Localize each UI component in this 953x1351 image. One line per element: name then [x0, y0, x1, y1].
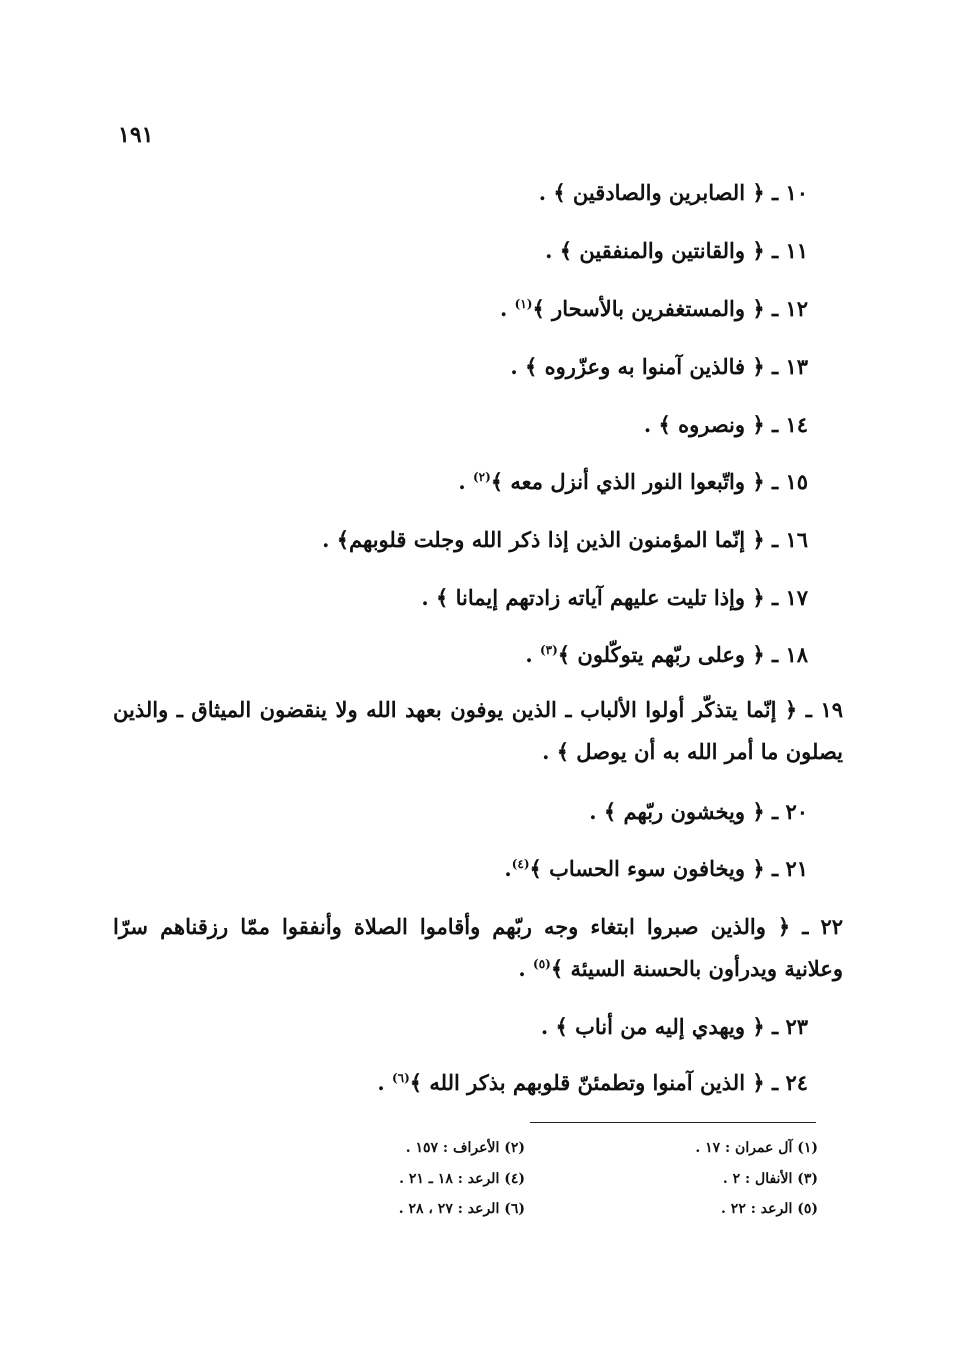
list-item: ١٠ ـ ﴿ الصابرين والصادقين ﴾ .: [538, 180, 808, 205]
list-item: ٢٠ ـ ﴿ ويخشون ربّهم ﴾ .: [589, 799, 808, 824]
item-text: ﴿ وعلى ربّهم يتوكّلون ﴾: [557, 642, 765, 667]
item-number: ١٧: [785, 585, 808, 610]
item-end: .: [545, 238, 560, 263]
item-number: ١٣: [785, 354, 808, 379]
item-number: ٢٠: [785, 799, 808, 824]
item-end: .: [510, 354, 526, 379]
item-number: ١٢: [785, 296, 808, 321]
list-item: ١٤ ـ ﴿ ونصروه ﴾ .: [643, 412, 808, 437]
item-text: ﴿ إنّما يتذكّر أولوا الألباب ـ الذين يوفون بعهد الله ولا ينقضون الميثاق ـ والذين يصلون ما أمر الله به أن يوصل ﴾: [113, 697, 843, 764]
list-item: ١٧ ـ ﴿ وإذا تليت عليهم آياته زادتهم إيمانا ﴾ .: [421, 585, 808, 610]
item-text: ﴿ ونصروه ﴾: [658, 412, 765, 437]
item-number: ١١: [785, 238, 808, 263]
item-number: ٢١: [785, 856, 808, 881]
item-end: .: [504, 856, 512, 881]
footnote-ref: (٣): [539, 643, 558, 657]
item-end: .: [540, 1014, 556, 1039]
item-number: ١٦: [785, 527, 808, 552]
footnote-ref: (٦): [391, 1071, 410, 1085]
item-text: ﴿ وإذا تليت عليهم آياته زادتهم إيمانا ﴾: [436, 585, 765, 610]
footnote-ref: (٢): [472, 470, 491, 484]
item-end: .: [643, 412, 659, 437]
item-text: ﴿ والقانتين والمنفقين ﴾: [559, 238, 765, 263]
item-number: ٢٣: [785, 1014, 808, 1039]
list-item: ١١ ـ ﴿ والقانتين والمنفقين ﴾ .: [545, 238, 808, 263]
item-end: .: [525, 642, 540, 667]
footnote: (٥) الرعد : ٢٢ .: [721, 1201, 818, 1217]
item-number: ١٩: [820, 697, 844, 722]
footnote: (٤) الرعد : ١٨ ـ ٢١ .: [399, 1171, 525, 1187]
item-text: ﴿ والمستغفرين بالأسحار ﴾: [532, 296, 765, 321]
footnote: (٣) الأنفال : ٢ .: [722, 1171, 818, 1187]
list-item: ١٢ ـ ﴿ والمستغفرين بالأسحار ﴾$^{(١)}$ .: [499, 296, 808, 321]
list-item: ٢٤ ـ ﴿ الذين آمنوا وتطمئنّ قلوبهم بذكر الله ﴾$^{(٦)}$ .: [377, 1070, 808, 1095]
item-end: .: [421, 585, 436, 610]
page-number: ١٩١: [118, 122, 154, 148]
item-end: .: [542, 739, 557, 764]
item-number: ١٠: [785, 180, 808, 205]
item-text: ﴿ ويهدي إليه من أناب ﴾: [555, 1014, 765, 1039]
item-end: .: [499, 296, 515, 321]
item-number: ٢٤: [785, 1070, 808, 1095]
list-item: ١٦ ـ ﴿ إنّما المؤمنون الذين إذا ذكر الله وجلت قلوبهم﴾ .: [322, 527, 808, 552]
list-item: ١٥ ـ ﴿ واتّبعوا النور الذي أنزل معه ﴾$^{(٢)}$ .: [458, 469, 808, 494]
list-item: ٢١ ـ ﴿ ويخافون سوء الحساب ﴾$^{(٤)}$.: [504, 856, 808, 881]
list-item: ٢٢ ـ ﴿ والذين صبروا ابتغاء وجه ربّهم وأقاموا الصلاة وأنفقوا ممّا رزقناهم سرّا وعلانية ويدرأون بالحسنة السيئة ﴾$^{(٥)}$ .: [113, 914, 843, 981]
item-text: ﴿ الصابرين والصادقين ﴾: [553, 180, 765, 205]
item-text: ﴿ ويخافون سوء الحساب ﴾: [529, 856, 765, 881]
list-item: ١٣ ـ ﴿ فالذين آمنوا به وعزّروه ﴾ .: [510, 354, 808, 379]
footnote: (١) آل عمران : ١٧ .: [695, 1140, 818, 1156]
item-end: .: [377, 1070, 392, 1095]
footnote-divider: [530, 1122, 816, 1123]
footnote-ref: (٤): [511, 857, 530, 871]
item-text: ﴿ الذين آمنوا وتطمئنّ قلوبهم بذكر الله ﴾: [409, 1070, 765, 1095]
item-number: ١٨: [785, 642, 808, 667]
item-text: ﴿ والذين صبروا ابتغاء وجه ربّهم وأقاموا الصلاة وأنفقوا ممّا رزقناهم سرّا وعلانية ويدرأون بالحسنة السيئة ﴾: [113, 914, 843, 981]
footnote-ref: (٥): [533, 957, 551, 971]
item-end: .: [458, 469, 473, 494]
item-text: ﴿ واتّبعوا النور الذي أنزل معه ﴾: [490, 469, 765, 494]
item-number: ١٥: [785, 469, 808, 494]
item-number: ٢٢: [820, 914, 843, 939]
item-text: ﴿ ويخشون ربّهم ﴾: [603, 799, 765, 824]
item-end: .: [589, 799, 604, 824]
item-end: .: [322, 527, 337, 552]
list-item: ١٨ ـ ﴿ وعلى ربّهم يتوكّلون ﴾$^{(٣)}$ .: [525, 642, 808, 667]
item-end: .: [538, 180, 554, 205]
list-item: ٢٣ ـ ﴿ ويهدي إليه من أناب ﴾ .: [540, 1014, 808, 1039]
footnote: (٦) الرعد : ٢٧ ، ٢٨ .: [398, 1201, 525, 1217]
item-number: ١٤: [785, 412, 808, 437]
footnote-ref: (١): [514, 297, 533, 311]
item-end: .: [518, 956, 533, 981]
footnote: (٢) الأعراف : ١٥٧ .: [405, 1140, 525, 1156]
item-text: ﴿ فالذين آمنوا به وعزّروه ﴾: [525, 354, 765, 379]
item-text: ﴿ إنّما المؤمنون الذين إذا ذكر الله وجلت قلوبهم﴾: [336, 527, 765, 552]
list-item: ١٩ ـ ﴿ إنّما يتذكّر أولوا الألباب ـ الذين يوفون بعهد الله ولا ينقضون الميثاق ـ والذين يصلون ما أمر الله به أن يوصل ﴾ .: [113, 697, 844, 764]
